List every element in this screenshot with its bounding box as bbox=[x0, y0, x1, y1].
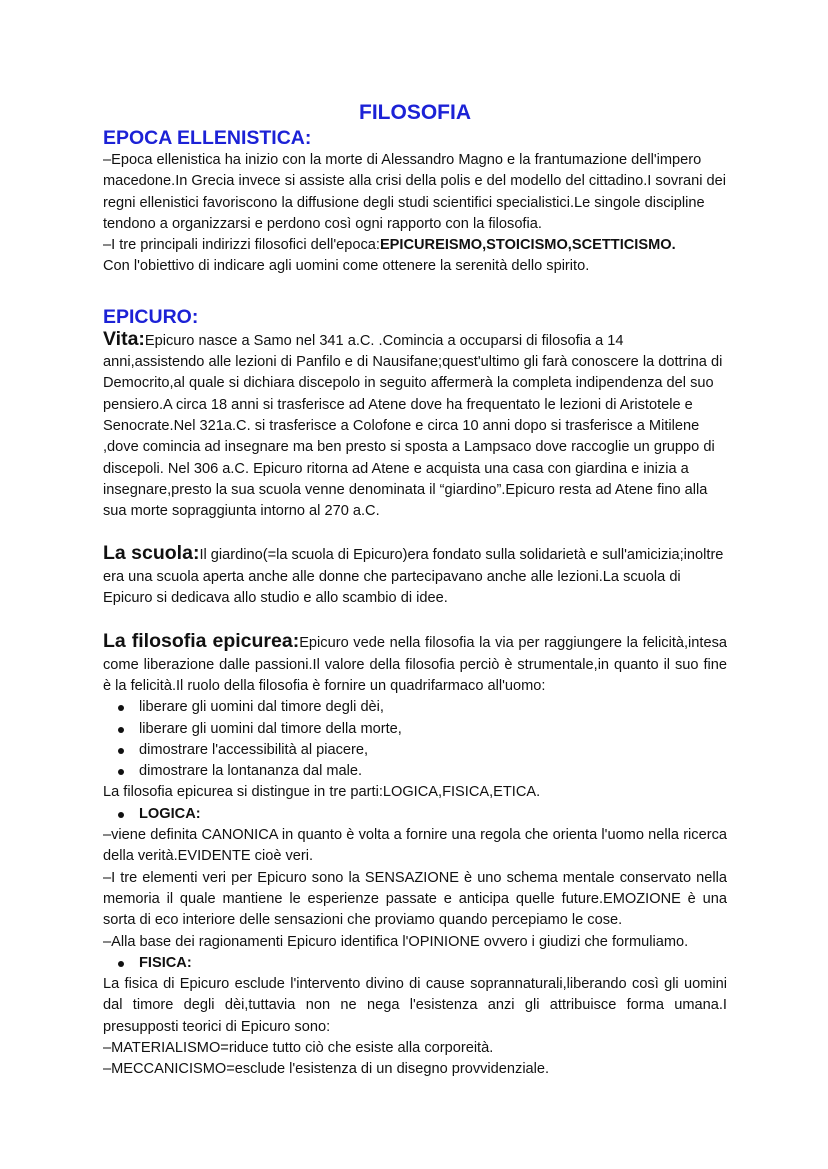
paragraph: –MECCANICISMO=esclude l'esistenza di un disegno provvidenziale. bbox=[103, 1061, 550, 1078]
paragraph: La filosofia epicurea si distingue in tre parti:LOGICA,FISICA,ETICA. bbox=[103, 784, 541, 801]
list-item: liberare gli uomini dal timore della morte, bbox=[139, 719, 727, 740]
runin-label: La filosofia epicurea: bbox=[103, 630, 300, 653]
logica-list bbox=[103, 804, 727, 825]
fisica-list bbox=[103, 953, 727, 974]
text: –I tre principali indirizzi filosofici dell'epoca: bbox=[103, 237, 380, 254]
paragraph: –I tre elementi veri per Epicuro sono la SENSAZIONE è uno schema mentale conservato nella memoria il quale mantiene le esperienze passate e anticipa quelle future.EMOZIONE è una sorta di eco interiore delle sensazioni che proviamo quando percepiamo le cose. bbox=[103, 869, 727, 929]
paragraph: –viene definita CANONICA in quanto è volta a fornire una regola che orienta l'uomo nella ricerca della verità.EVIDENTE cioè veri. bbox=[103, 827, 727, 865]
heading-epoca-ellenistica: EPOCA ELLENISTICA: bbox=[103, 127, 312, 149]
bold-text: EPICUREISMO,STOICISMO,SCETTICISMO. bbox=[379, 237, 676, 254]
heading-epicuro: EPICURO: bbox=[103, 305, 199, 328]
paragraph: –Epoca ellenistica ha inizio con la morte di Alessandro Magno e la frantumazione dell'impero macedone.In Grecia invece si assiste alla crisi della polis e del modello del cittadino.I sovrani dei regni ellenistici favoriscono la diffusione degli studi scientifici specialistici.Le singole discipline tendono a organizzarsi e perdono così ogni rapporto con la filosofia. bbox=[103, 152, 726, 232]
document-title: FILOSOFIA bbox=[359, 101, 471, 124]
subheading-logica: LOGICA: bbox=[139, 804, 727, 825]
paragraph-vita bbox=[103, 329, 727, 523]
paragraph: –Alla base dei ragionamenti Epicuro identifica l'OPINIONE ovvero i giudizi che formuliamo. bbox=[103, 933, 689, 950]
paragraph bbox=[103, 235, 727, 256]
runin-label: Vita: bbox=[103, 327, 145, 350]
paragraph: –MATERIALISMO=riduce tutto ciò che esiste alla corporeità. bbox=[103, 1039, 494, 1056]
list-item: dimostrare l'accessibilità al piacere, bbox=[139, 740, 727, 761]
runin-label: La scuola: bbox=[103, 542, 200, 565]
paragraph: Con l'obiettivo di indicare agli uomini come ottenere la serenità dello spirito. bbox=[103, 258, 590, 275]
text: Epicuro vede nella filosofia la via per raggiungere la felicità,intesa come liberazione dalle passioni.Il valore della filosofia perciò è strumentale,in quanto il suo fine è la felicità.Il ruolo della filosofia è fornire un quadrifarmaco all'uomo: bbox=[103, 635, 727, 694]
text: Il giardino(=la scuola di Epicuro)era fondato sulla solidarietà e sull'amicizia;inoltre era una scuola aperta anche alle donne che partecipavano anche alle lezioni.La scuola di Epicuro si dedicava allo studio e allo scambio di idee. bbox=[103, 547, 724, 607]
paragraph: La fisica di Epicuro esclude l'intervento divino di cause soprannaturali,liberando così gli uomini dal timore degli dèi,tuttavia non ne nega l'esistenza anzi gli attribuisce forma umana.I presupposti teorici di Epicuro sono: bbox=[103, 976, 727, 1035]
list-item: liberare gli uomini dal timore degli dèi, bbox=[139, 697, 727, 718]
subheading-fisica: FISICA: bbox=[139, 953, 727, 974]
document-page bbox=[103, 100, 727, 1081]
paragraph-filosofia bbox=[103, 631, 727, 697]
paragraph-scuola bbox=[103, 543, 727, 609]
text: Epicuro nasce a Samo nel 341 a.C. .Comincia a occuparsi di filosofia a 14 anni,assistendo alle lezioni di Panfilo e di Nausifane;quest'ultimo gli farà conoscere la dottrina di Democrito,al quale si dichiara discepolo in seguito affermerà la completa indipendenza del suo pensiero.A circa 18 anni si trasferisce ad Atene dove ha frequentato le lezioni di Aristotele e Senocrate.Nel 321a.C. si trasferisce a Colofone e circa 10 anni dopo si trasferisce a Mitilene ,dove comincia ad insegnare ma ben presto si sposta a Lampsaco dove raccoglie un gruppo di discepoli. Nel 306 a.C. Epicuro ritorna ad Atene e acquista una casa con giardina e inizia a insegnare,presto la sua scuola venne denominata il “giardino”.Epicuro resta ad Atene fino alla sua morte sopraggiunta intorno al 270 a.C. bbox=[103, 332, 723, 520]
list-item: dimostrare la lontananza dal male. bbox=[139, 761, 727, 782]
quadrifarmaco-list bbox=[103, 697, 727, 782]
